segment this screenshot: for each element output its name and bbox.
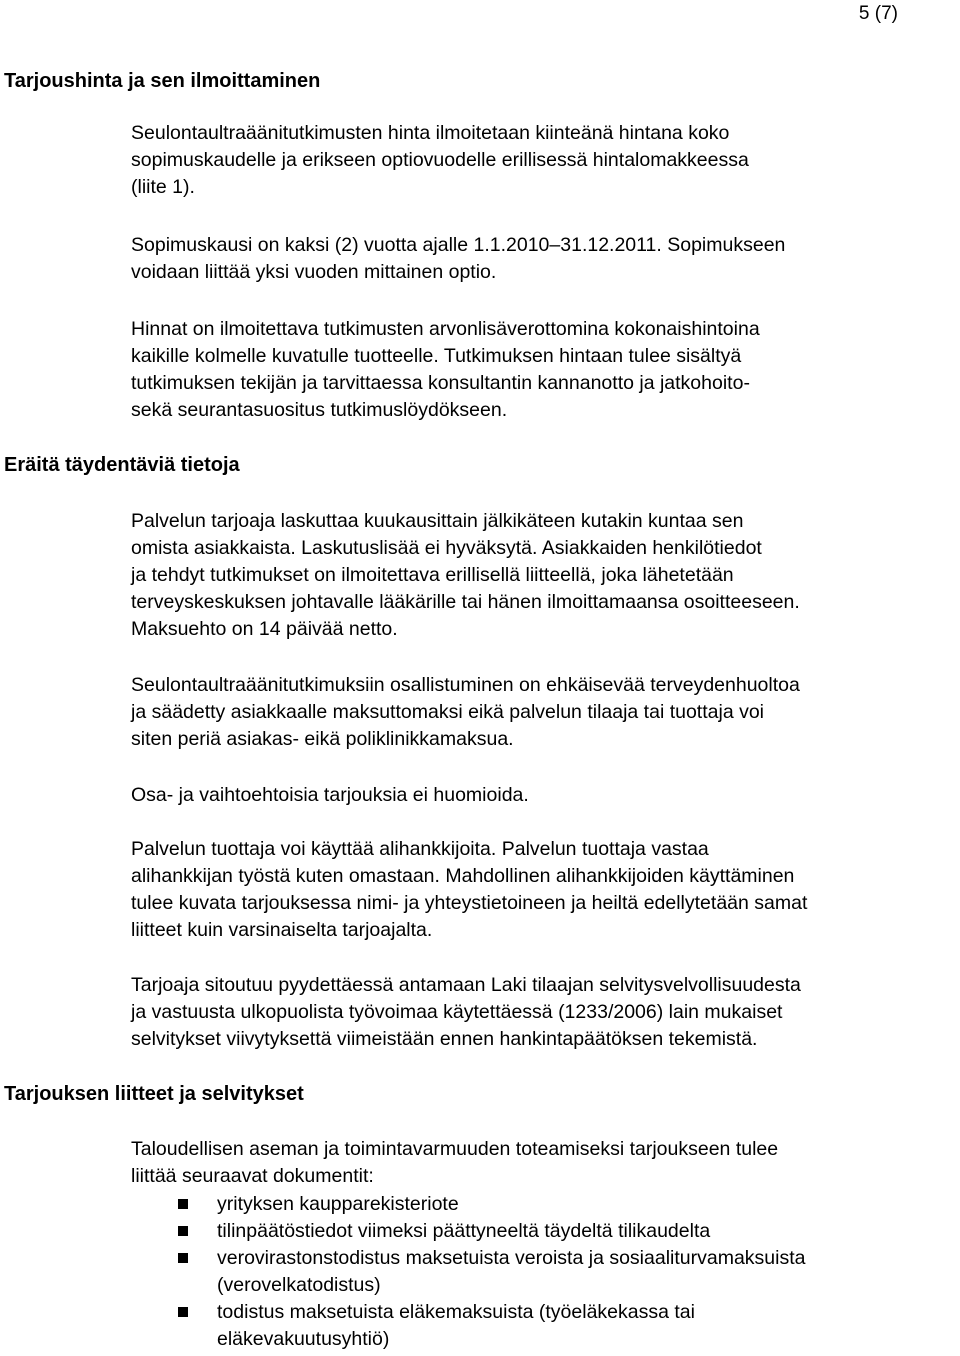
text-line: Hinnat on ilmoitettava tutkimusten arvonlisäverottomina kokonaishintoina — [131, 318, 760, 340]
pricing-paragraph-1 — [131, 120, 957, 201]
text-line: yrityksen kaupparekisteriote — [217, 1193, 459, 1215]
text-line: todistus maksetuista eläkemaksuista (työeläkekassa tai — [217, 1301, 695, 1323]
pricing-paragraph-2 — [131, 232, 957, 286]
text-line: Sopimuskausi on kaksi (2) vuotta ajalle 1.1.2010–31.12.2011. Sopimukseen — [131, 234, 786, 256]
text-line: sekä seurantasuositus tutkimuslöydökseen. — [131, 399, 508, 421]
pricing-paragraph-3 — [131, 316, 957, 424]
text-line: (liite 1). — [131, 176, 195, 198]
info-paragraph-5 — [131, 972, 957, 1053]
text-line: liittää seuraavat dokumentit: — [131, 1165, 374, 1187]
text-line: eläkevakuutusyhtiö) — [217, 1328, 390, 1350]
list-item — [131, 1218, 957, 1245]
text-line: selvitykset viivytyksettä viimeistään ennen hankintapäätöksen tekemistä. — [131, 1028, 758, 1050]
square-bullet-icon — [178, 1253, 188, 1263]
text-line: Tarjoaja sitoutuu pyydettäessä antamaan Laki tilaajan selvitysvelvollisuudesta — [131, 974, 801, 996]
text-line: (verovelkatodistus) — [217, 1274, 381, 1296]
text-line: verovirastonstodistus maksetuista veroista ja sosiaaliturvamaksuista — [217, 1247, 806, 1269]
text-line: ja tehdyt tutkimukset on ilmoitettava erillisellä liitteellä, joka lähetetään — [131, 564, 734, 586]
text-line: Osa- ja vaihtoehtoisia tarjouksia ei huomioida. — [131, 784, 529, 806]
text-line: ja vastuusta ulkopuolista työvoimaa käytettäessä (1233/2006) lain mukaiset — [131, 1001, 783, 1023]
square-bullet-icon — [178, 1307, 188, 1317]
list-item — [131, 1191, 957, 1218]
attachments-list — [131, 1191, 957, 1353]
square-bullet-icon — [178, 1226, 188, 1236]
text-line: Maksuehto on 14 päivää netto. — [131, 618, 398, 640]
text-line: liitteet kuin varsinaiselta tarjoajalta. — [131, 919, 433, 941]
list-item — [131, 1299, 957, 1353]
square-bullet-icon — [178, 1199, 188, 1209]
text-line: tulee kuvata tarjouksessa nimi- ja yhteystietoineen ja heiltä edellytetään samat — [131, 892, 808, 914]
text-line: ja säädetty asiakkaalle maksuttomaksi eikä palvelun tilaaja tai tuottaja voi — [131, 701, 765, 723]
section-heading-additional-info: Eräitä täydentäviä tietoja — [4, 454, 240, 476]
section-heading-pricing: Tarjoushinta ja sen ilmoittaminen — [4, 70, 321, 92]
text-line: kaikille kolmelle kuvatulle tuotteelle. Tutkimuksen hintaan tulee sisältyä — [131, 345, 742, 367]
text-line: omista asiakkaista. Laskutuslisää ei hyväksytä. Asiakkaiden henkilötiedot — [131, 537, 762, 559]
page-number: 5 (7) — [858, 3, 898, 24]
text-line: Taloudellisen aseman ja toimintavarmuuden toteamiseksi tarjoukseen tulee — [131, 1138, 779, 1160]
text-line: Seulontaultraäänitutkimuksiin osallistuminen on ehkäisevää terveydenhuoltoa — [131, 674, 800, 696]
info-paragraph-1 — [131, 508, 957, 643]
list-item — [131, 1245, 957, 1299]
text-line: tutkimuksen tekijän ja tarvittaessa konsultantin kannanotto ja jatkohoito- — [131, 372, 750, 394]
text-line: tilinpäätöstiedot viimeksi päättyneeltä täydeltä tilikaudelta — [217, 1220, 711, 1242]
attachments-paragraph — [131, 1136, 957, 1190]
info-paragraph-2 — [131, 672, 957, 753]
text-line: voidaan liittää yksi vuoden mittainen optio. — [131, 261, 497, 283]
info-paragraph-3 — [131, 782, 957, 809]
text-line: Seulontaultraäänitutkimusten hinta ilmoitetaan kiinteänä hintana koko — [131, 122, 730, 144]
text-line: alihankkijan työstä kuten omastaan. Mahdollinen alihankkijoiden käyttäminen — [131, 865, 795, 887]
text-line: terveyskeskuksen johtavalle lääkärille tai hänen ilmoittamaansa osoitteeseen. — [131, 591, 800, 613]
info-paragraph-4 — [131, 836, 957, 944]
text-line: Palvelun tuottaja voi käyttää alihankkijoita. Palvelun tuottaja vastaa — [131, 838, 709, 860]
text-line: sopimuskaudelle ja erikseen optiovuodelle erillisessä hintalomakkeessa — [131, 149, 749, 171]
text-line: Palvelun tarjoaja laskuttaa kuukausittain jälkikäteen kutakin kuntaa sen — [131, 510, 744, 532]
text-line: siten periä asiakas- eikä poliklinikkamaksua. — [131, 728, 514, 750]
section-heading-attachments: Tarjouksen liitteet ja selvitykset — [4, 1083, 304, 1105]
